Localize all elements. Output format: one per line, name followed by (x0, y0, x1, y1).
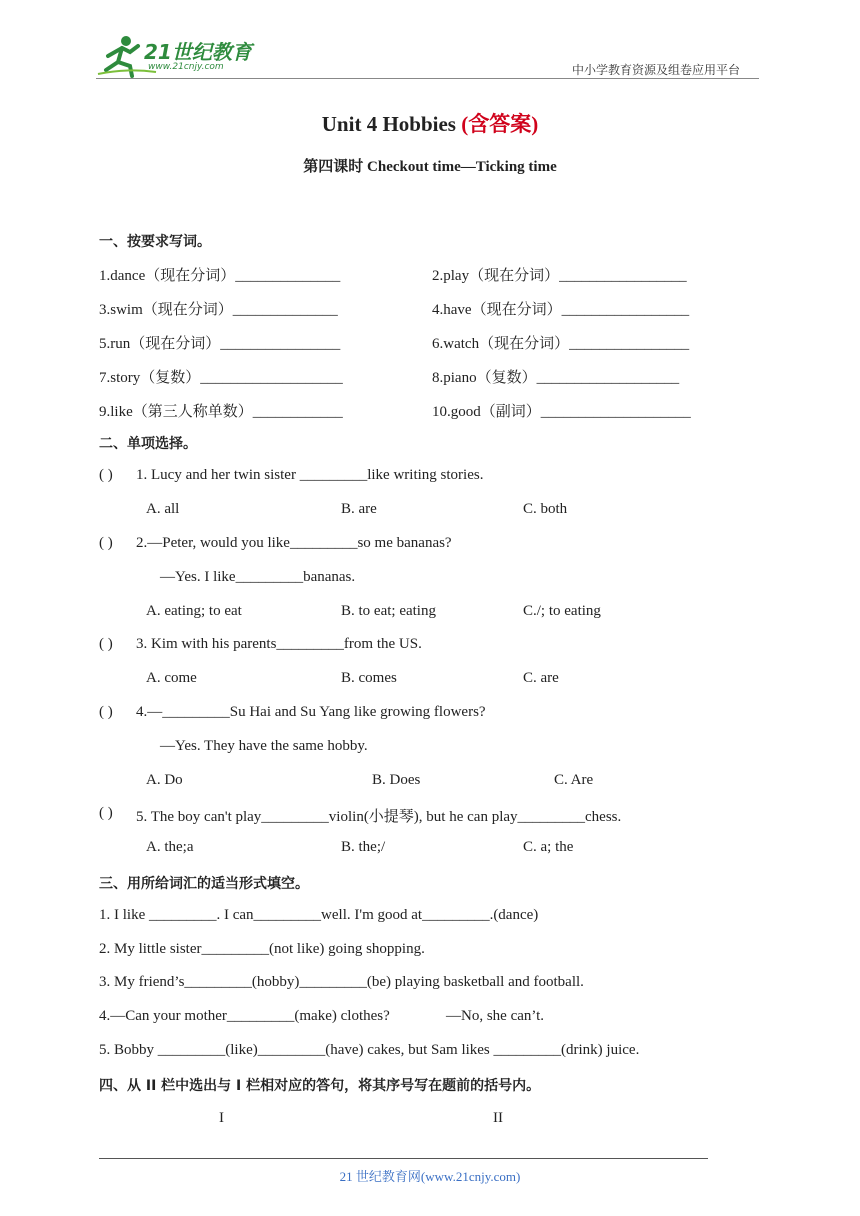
page-title (0, 108, 860, 138)
question-stem: 4.—_________Su Hai and Su Yang like growing flowers? (136, 704, 486, 720)
answer-bracket: ( ) (99, 467, 113, 483)
title-main: Unit 4 Hobbies (321, 112, 462, 136)
option-c: C. both (523, 501, 568, 517)
word-item: 8.piano（复数）___________________ (432, 370, 680, 386)
option-b: B. Does (372, 772, 421, 788)
section-1-heading: 一、按要求写词。 (99, 234, 211, 250)
option-a: A. eating; to eat (146, 603, 242, 619)
footer-divider (99, 1158, 708, 1159)
option-b: B. the;/ (341, 839, 386, 855)
option-c: C./; to eating (523, 603, 601, 619)
fill-item: 3. My friend’s_________(hobby)_________(be) playing basketball and football. (99, 974, 584, 990)
option-a: A. the;a (146, 839, 194, 855)
word-item: 10.good（副词）____________________ (432, 404, 691, 420)
answer-bracket: ( ) (99, 704, 113, 720)
option-a: A. all (146, 501, 180, 517)
option-c: C. Are (554, 772, 594, 788)
site-logo (96, 34, 266, 78)
column-i-label: I (219, 1110, 224, 1126)
answer-bracket: ( ) (99, 636, 113, 652)
column-ii-label: II (493, 1110, 503, 1126)
word-item: 5.run（现在分词）________________ (99, 336, 341, 352)
option-b: B. to eat; eating (341, 603, 436, 619)
question-stem: 3. Kim with his parents_________from the US. (136, 636, 422, 652)
question-stem: 2.—Peter, would you like_________so me bananas? (136, 535, 452, 551)
word-item: 2.play（现在分词）_________________ (432, 268, 687, 284)
word-item: 4.have（现在分词）_________________ (432, 302, 690, 318)
fill-item-answer: —No, she can’t. (446, 1008, 545, 1024)
fill-item: 5. Bobby _________(like)_________(have) cakes, but Sam likes _________(drink) juice. (99, 1042, 640, 1058)
option-a: A. come (146, 670, 197, 686)
word-item: 9.like（第三人称单数）____________ (99, 404, 343, 420)
fill-item: 1. I like _________. I can_________well. I'm good at_________.(dance) (99, 907, 539, 923)
word-item: 1.dance（现在分词）______________ (99, 268, 341, 284)
fill-item: 4.—Can your mother_________(make) clothes? (99, 1008, 390, 1024)
word-item: 7.story（复数）___________________ (99, 370, 343, 386)
header-divider (96, 78, 759, 79)
fill-item: 2. My little sister_________(not like) going shopping. (99, 941, 425, 957)
page-subtitle: 第四课时 Checkout time—Ticking time (303, 159, 557, 175)
option-b: B. comes (341, 670, 397, 686)
option-b: B. are (341, 501, 377, 517)
question-stem: 5. The boy can't play_________violin(小提琴), but he can play_________chess. (136, 809, 622, 825)
question-line-2: —Yes. They have the same hobby. (160, 738, 368, 754)
option-a: A. Do (146, 772, 183, 788)
section-4-heading: 四、从 II 栏中选出与 I 栏相对应的答句，将其序号写在题前的括号内。 (99, 1078, 541, 1094)
question-line-2: —Yes. I like_________bananas. (160, 569, 356, 585)
title-answer-tag: (含答案) (461, 112, 539, 136)
section-2-heading: 二、单项选择。 (99, 436, 197, 452)
word-item: 3.swim（现在分词）______________ (99, 302, 338, 318)
footer-text: 21 世纪教育网(www.21cnjy.com) (339, 1169, 521, 1184)
question-stem: 1. Lucy and her twin sister _________like writing stories. (136, 467, 484, 483)
answer-bracket: ( ) (99, 535, 113, 551)
logo-url: www.21cnjy.com (148, 62, 224, 72)
option-c: C. are (523, 670, 559, 686)
site-tagline: 中小学教育资源及组卷应用平台 (572, 63, 741, 77)
option-c: C. a; the (523, 839, 574, 855)
logo-text: 21世纪教育 (144, 40, 252, 64)
answer-bracket: ( ) (99, 805, 113, 821)
section-3-heading: 三、用所给词汇的适当形式填空。 (99, 876, 309, 892)
word-item: 6.watch（现在分词）________________ (432, 336, 690, 352)
